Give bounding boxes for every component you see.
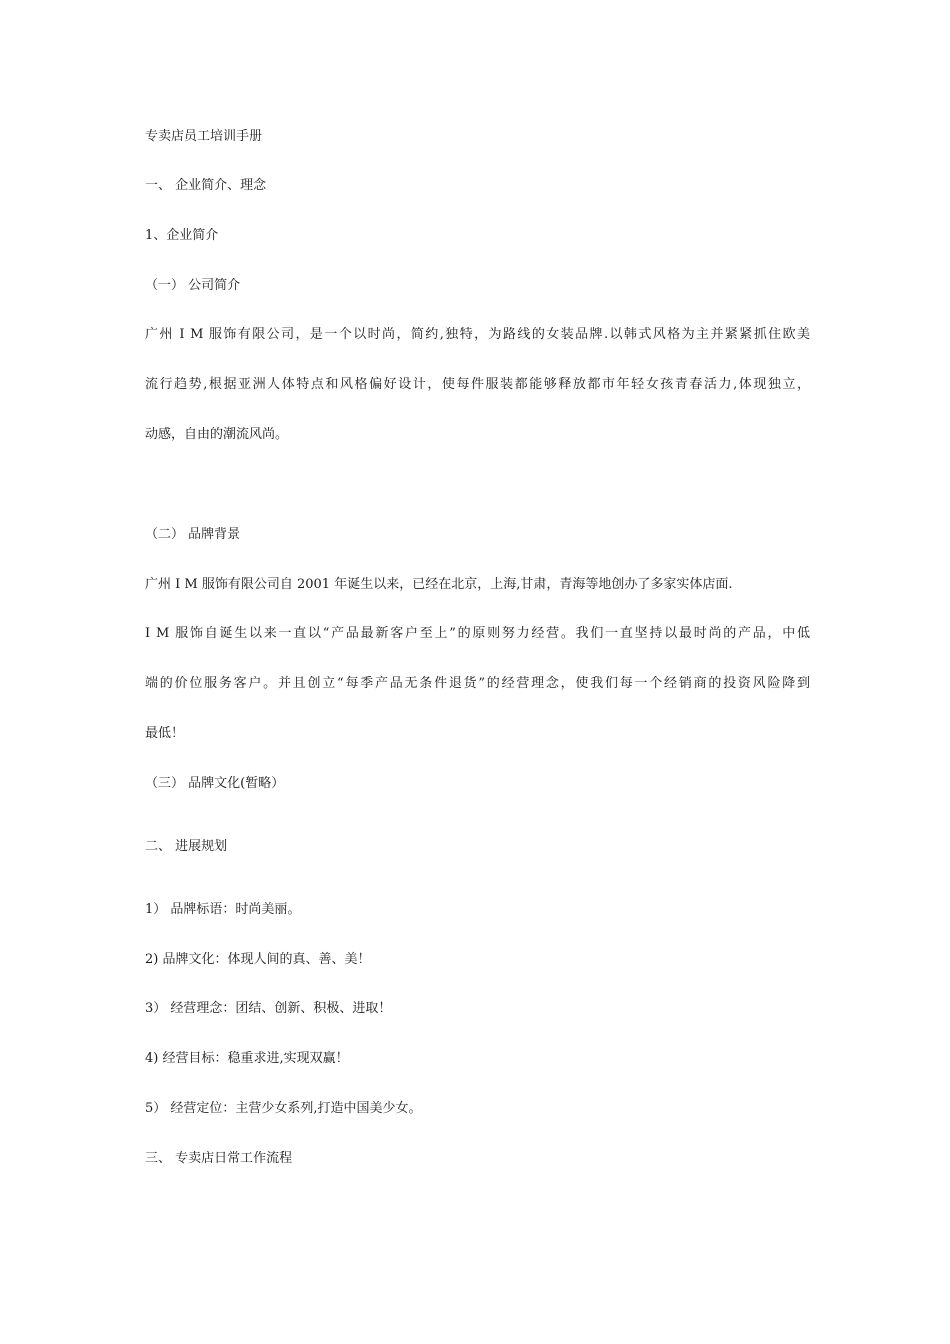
plan-item-5: 5） 经营定位：主营少女系列,打造中国美少女。 bbox=[145, 1101, 422, 1116]
section-1-1-heading: 1、企业简介 bbox=[145, 228, 219, 243]
section-3-heading: 三、 专卖店日常工作流程 bbox=[145, 1151, 293, 1166]
brand-background-line-4: 最低！ bbox=[145, 726, 185, 741]
section-1-1-b-heading: （二） 品牌背景 bbox=[145, 527, 241, 542]
brand-background-line-1: 广州 I M 服饰有限公司自 2001 年诞生以来，已经在北京，上海,甘肃，青海等地创办了多家实体店面. bbox=[145, 577, 733, 592]
document-title: 专卖店员工培训手册 bbox=[145, 129, 263, 144]
brand-background-line-3: 端的价位服务客户。并且创立“每季产品无条件退货”的经营理念，使我们每一个经销商的投资风险降到 bbox=[145, 676, 810, 691]
plan-item-1: 1） 品牌标语：时尚美丽。 bbox=[145, 902, 301, 917]
brand-background-line-2: I M 服饰自诞生以来一直以“产品最新客户至上”的原则努力经营。我们一直坚持以最时尚的产品，中低 bbox=[145, 626, 810, 641]
brand-background-paragraph bbox=[145, 625, 810, 743]
company-intro-line-3: 动感，自由的潮流风尚。 bbox=[145, 427, 289, 442]
company-intro-paragraph bbox=[145, 326, 810, 444]
plan-item-3: 3） 经营理念：团结、创新、积极、进取！ bbox=[145, 1001, 392, 1016]
plan-item-4: 4) 经营目标：稳重求进,实现双赢！ bbox=[145, 1051, 349, 1066]
section-1-1-c-heading: （三） 品牌文化(暂略） bbox=[145, 776, 285, 791]
section-2-heading: 二、 进展规划 bbox=[145, 839, 228, 854]
company-intro-line-1: 广州 I M 服饰有限公司，是一个以时尚，简约,独特，为路线的女装品牌.以韩式风格为主并紧紧抓住欧美 bbox=[145, 327, 810, 342]
section-1-1-a-heading: （一） 公司简介 bbox=[145, 278, 241, 293]
company-intro-line-2: 流行趋势,根据亚洲人体特点和风格偏好设计，使每件服装都能够释放都市年轻女孩青春活力,体现独立， bbox=[145, 377, 810, 392]
plan-item-2: 2) 品牌文化：体现人间的真、善、美！ bbox=[145, 952, 371, 967]
section-1-heading: 一、 企业简介、理念 bbox=[145, 178, 267, 193]
